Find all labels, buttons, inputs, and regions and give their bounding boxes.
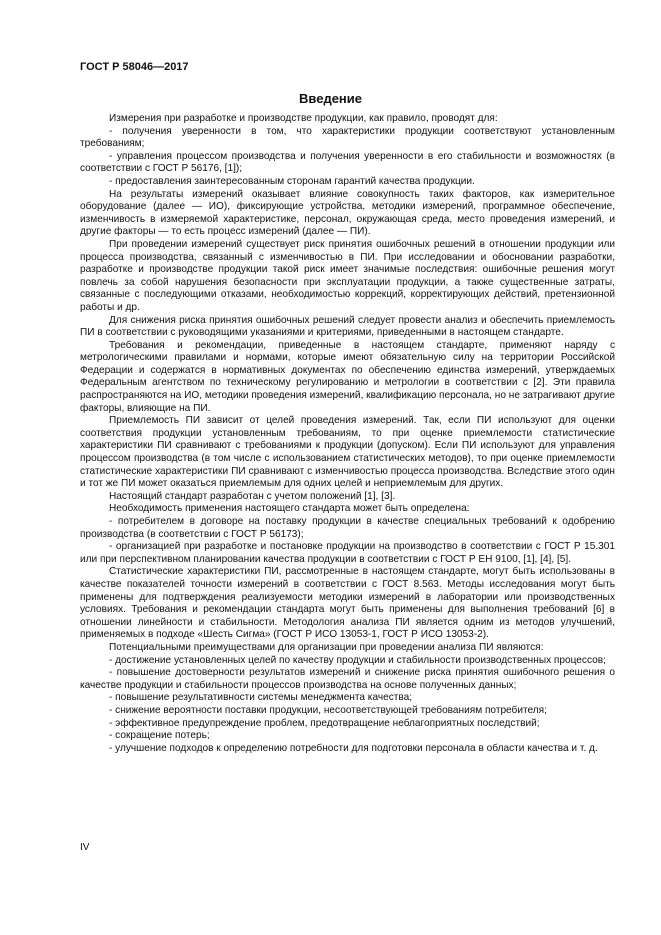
paragraph: Статистические характеристики ПИ, рассмотренные в настоящем стандарте, могут быть использованы в качестве показателей точности измерений в соответствии с ГОСТ 8.563. Методы исследования могут быть применены для подтверждения реализуемости методики измерений в лаборатории или производственных условиях. Требования и рекомендации стандарта могут быть применены для выполнения требований [6] в отношении линейности и стабильности. Методология анализа ПИ является одним из методов улучшений, применяемых в подходе «Шесть Сигма» (ГОСТ Р ИСО 13053-1, ГОСТ Р ИСО 13053-2). bbox=[80, 566, 615, 641]
list-item: - улучшение подходов к определению потребности для подготовки персонала в области качества и т. д. bbox=[109, 742, 598, 754]
paragraph: Измерения при разработке и производстве продукции, как правило, проводят для: bbox=[109, 113, 498, 124]
list-item: - сокращение потерь; bbox=[109, 730, 210, 742]
paragraph: На результаты измерений оказывает влияние совокупность таких факторов, как измерительное оборудование (далее — ИО), фиксирующие устройства, методики измерений, программное обеспечение, изменчивость в измеряемой характеристике, персонал, окружающая среда, место проведения измерений, и другие факторы — то есть процесс измерений (далее — ПИ). bbox=[80, 188, 615, 238]
document-body bbox=[80, 113, 615, 755]
list-item: - управления процессом производства и получения уверенности в его стабильности и возможностях (в соответствии с ГОСТ Р 56176, [1]); bbox=[80, 150, 615, 175]
section-title: Введение bbox=[299, 91, 362, 106]
list-item: - снижение вероятности поставки продукции, несоответствующей требованиям потребителя; bbox=[109, 704, 547, 716]
list-item: - организацией при разработке и постановке продукции на производство в соответствии с ГОСТ Р 15.301 или при перспективном планировании качества продукции в соответствии с ГОСТ Р ЕН 9100, [1], [4], [5]. bbox=[80, 541, 615, 565]
list-item: - эффективное предупреждение проблем, предотвращение неблагоприятных последствий; bbox=[109, 717, 540, 729]
list-item: - потребителем в договоре на поставку продукции в качестве специальных требований к одобрению производства (в соответствии с ГОСТ Р 56173); bbox=[80, 516, 615, 540]
list-item: - предоставления заинтересованным сторонам гарантий качества продукции. bbox=[109, 175, 475, 187]
list-item: - получения уверенности в том, что характеристики продукции соответствуют установленным требованиям; bbox=[80, 125, 615, 150]
paragraph: Требования и рекомендации, приведенные в настоящем стандарте, применяют наряду с метрологическими правилами и нормами, которые имеют обязательную силу на территории Российской Федерации и содержатся в нормативных документах по обеспечению единства измерений, утверждаемых Федеральным агентством по техническому регулированию и метрологии в соответствии с [2]. Эти правила распространяются на ИО, методики проведения измерений, квалификацию персонала, но не затрагивают другие факторы, влияющие на ПИ. bbox=[80, 339, 615, 414]
paragraph: Настоящий стандарт разработан с учетом положений [1], [3]. bbox=[109, 490, 396, 502]
page-number: IV bbox=[80, 842, 90, 853]
list-item: - повышение результативности системы менеджмента качества; bbox=[109, 692, 413, 704]
list-item: - достижение установленных целей по качеству продукции и стабильности производственных процессов; bbox=[109, 654, 606, 666]
paragraph: Потенциальными преимуществами для организации при проведении анализа ПИ являются: bbox=[109, 641, 544, 653]
paragraph: Необходимость применения настоящего стандарта может быть определена: bbox=[109, 503, 470, 515]
paragraph: При проведении измерений существует риск принятия ошибочных решений в отношении продукции или процесса производства, связанный с изменчивостью в ПИ. При исследовании и обосновании разработки, разработке и производстве продукции такой риск имеет значимые последствия: ошибочные решения могут повлечь за собой нарушения безопасности при эксплуатации продукции, а также существенные затраты, связанные с последующими отказами, необходимостью коррекций, корректирующих действий, претензионной работы и др. bbox=[80, 238, 615, 313]
list-item: - повышение достоверности результатов измерений и снижение риска принятия ошибочного решения о качестве продукции и стабильности процессов производства на основе полученных данных; bbox=[80, 667, 615, 691]
document-code: ГОСТ Р 58046—2017 bbox=[80, 61, 189, 73]
paragraph: Приемлемость ПИ зависит от целей проведения измерений. Так, если ПИ используют для оценки соответствия продукции установленным требованиям, то при оценке приемлемости статистические характеристики ПИ сравнивают с требованиями к продукции (допуском). Если ПИ используют для управления процессом производства (в том числе с использованием статистических методов), то при оценке приемлемости статистические характеристики ПИ сравнивают с изменчивостью процесса производства. Вследствие этого один и тот же ПИ может оказаться приемлемым для одних целей и неприемлемым для других. bbox=[80, 415, 615, 490]
paragraph: Для снижения риска принятия ошибочных решений следует провести анализ и обеспечить приемлемость ПИ в соответствии с руководящими указаниями и критериями, приведенными в настоящем стандарте. bbox=[80, 314, 615, 339]
